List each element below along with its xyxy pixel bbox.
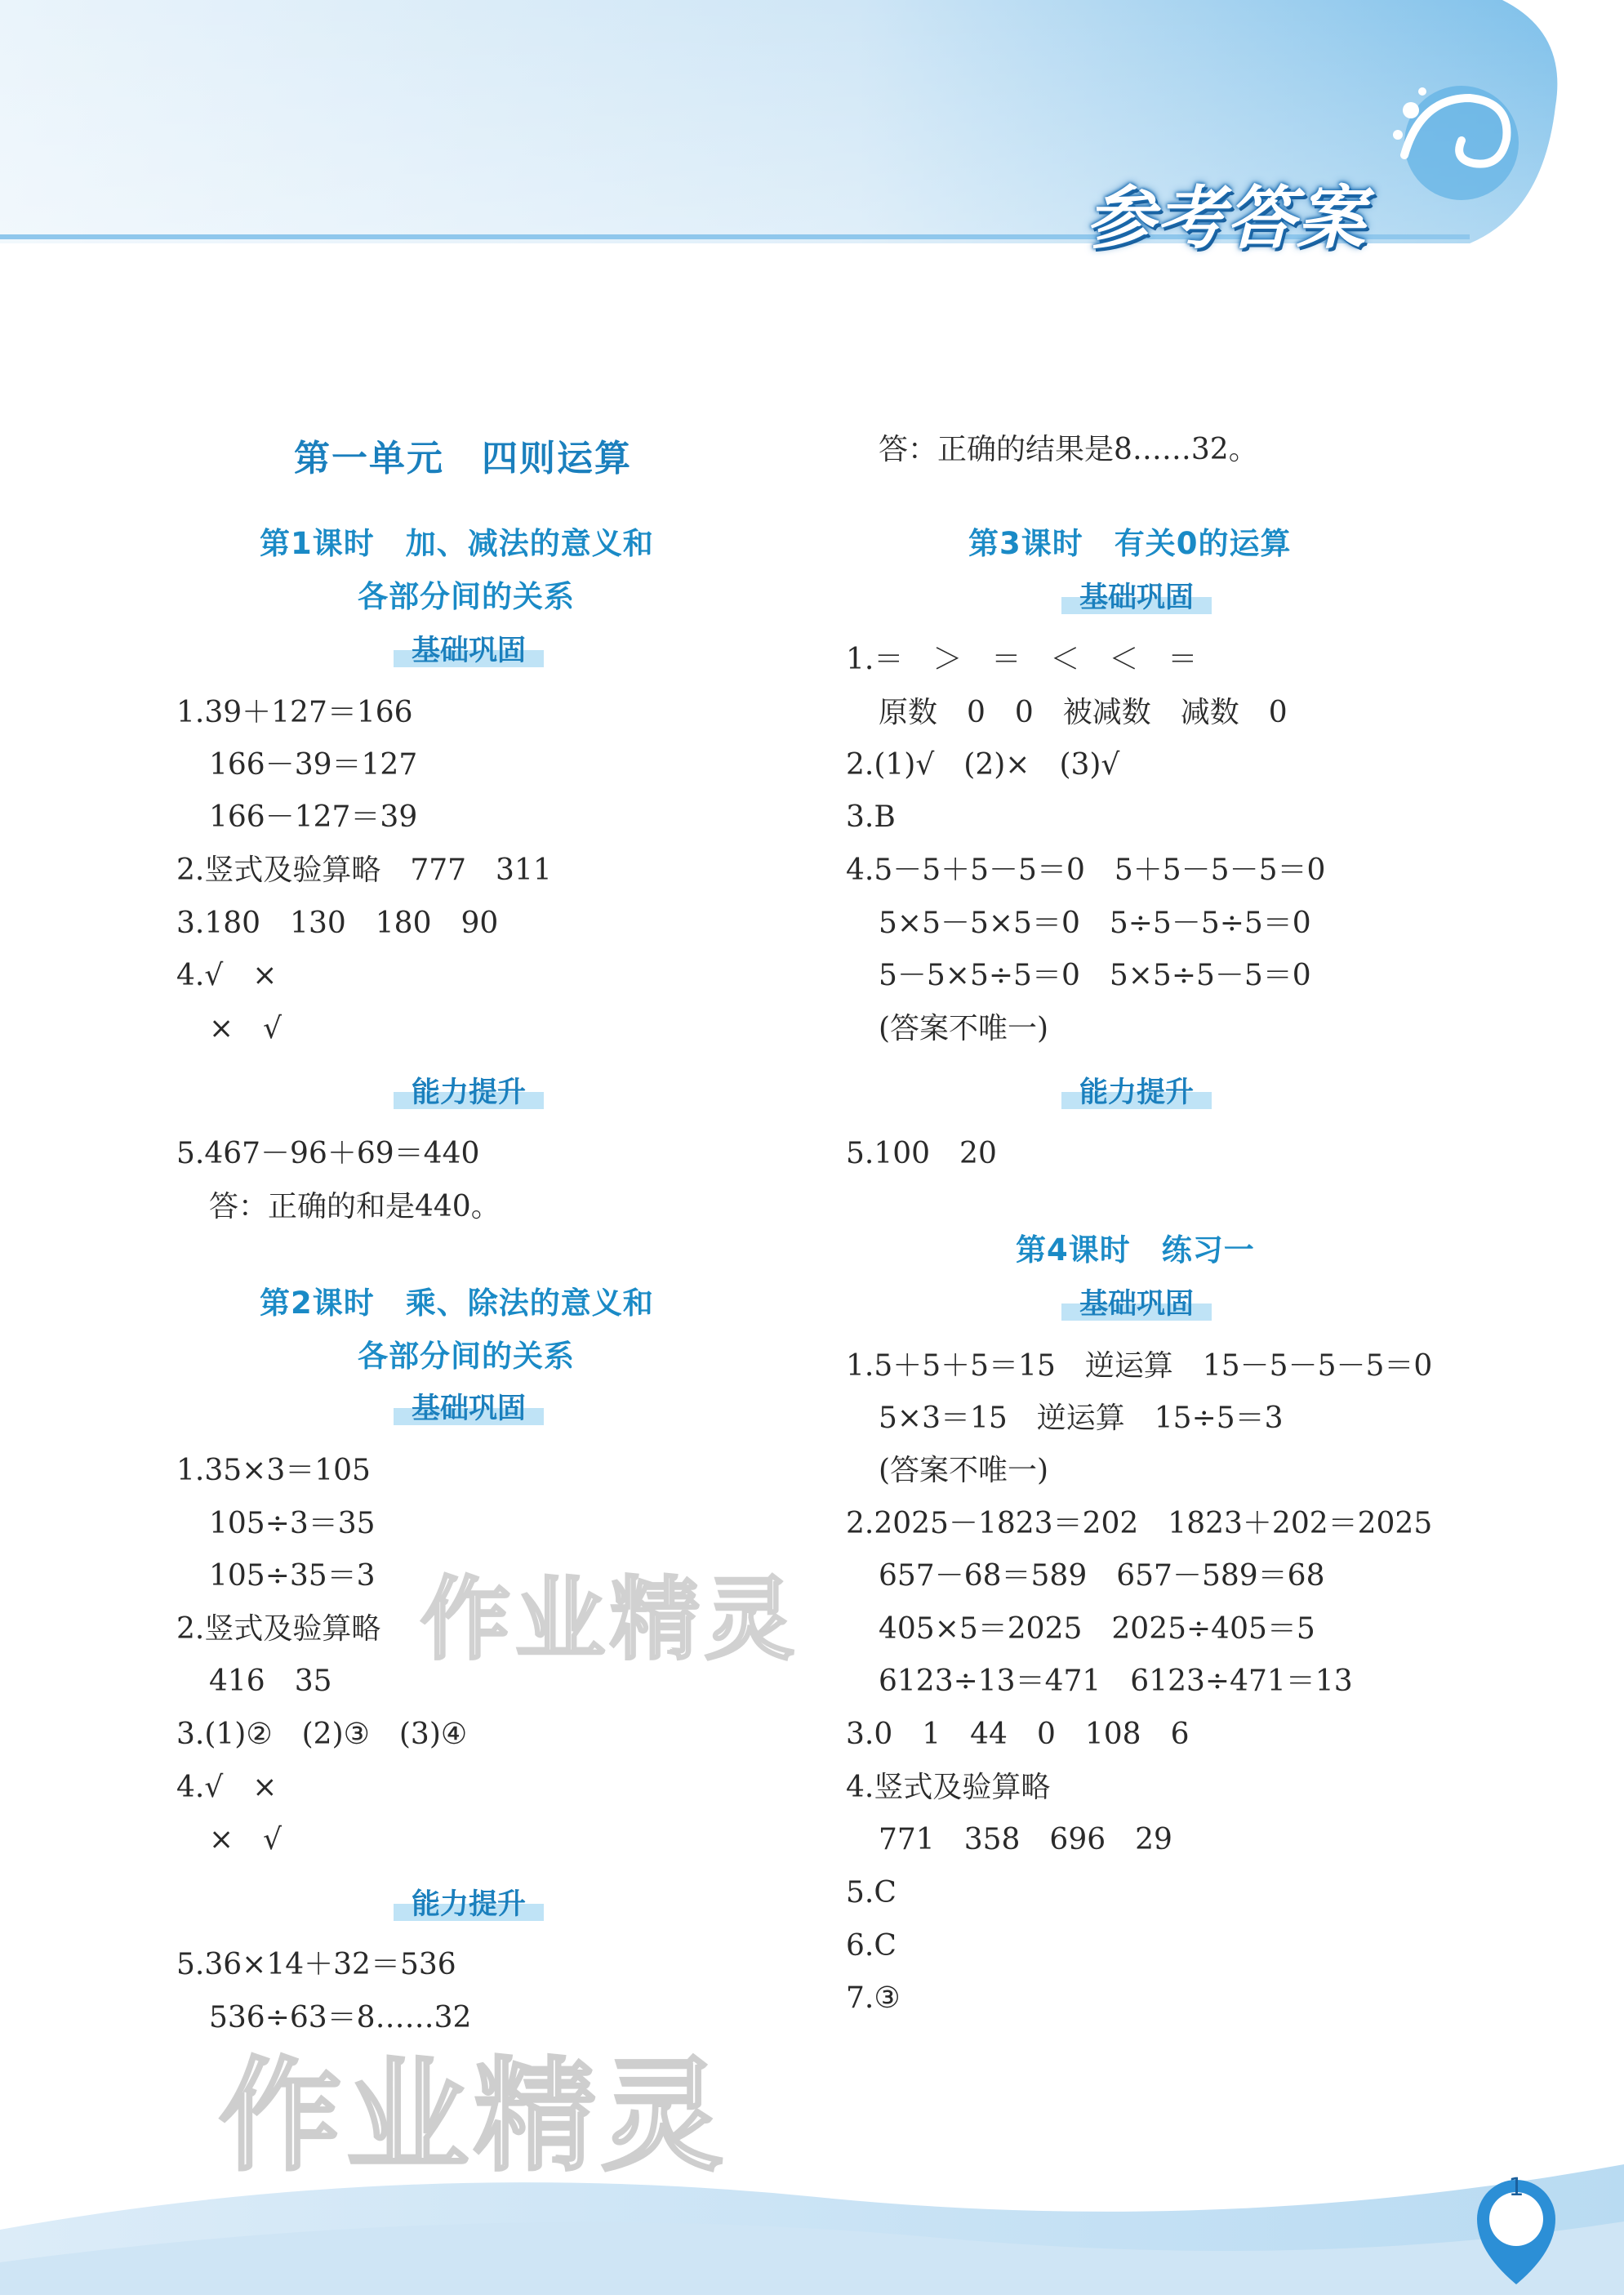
answer-line: 原数 0 0 被减数 减数 0	[879, 696, 1288, 729]
answer-line: 105÷3＝35	[209, 1507, 376, 1540]
answer-line: 2.竖式及验算略 777 311	[176, 853, 552, 887]
answer-line: (答案不唯一)	[879, 1012, 1049, 1045]
answer-line: 答：正确的和是440。	[209, 1190, 501, 1223]
answer-line: 2.(1)√ (2)× (3)√	[846, 748, 1120, 782]
answer-line: 166－39＝127	[209, 748, 418, 782]
answer-line: 5.C	[846, 1876, 897, 1910]
answer-line: × √	[209, 1012, 283, 1045]
answer-line: 5－5×5÷5＝0 5×5÷5－5＝0	[879, 959, 1311, 992]
answer-line: 105÷35＝3	[209, 1559, 376, 1593]
answer-line: 5.467－96＋69＝440	[176, 1137, 480, 1170]
answer-line: 416 35	[209, 1664, 332, 1698]
watermark-text: 作业精灵	[219, 2046, 729, 2188]
answer-line: 2.竖式及验算略	[176, 1612, 381, 1646]
answer-line: 657－68＝589 657－589＝68	[879, 1559, 1325, 1593]
answer-line: 1.35×3＝105	[176, 1454, 371, 1487]
answer-line: 4.竖式及验算略	[846, 1771, 1051, 1804]
answer-line: (答案不唯一)	[879, 1454, 1049, 1487]
basic-tag: 基础巩固	[1061, 582, 1212, 614]
answer-line: 405×5＝2025 2025÷405＝5	[879, 1612, 1315, 1646]
answer-line: × √	[209, 1823, 283, 1856]
answer-line: 4.√ ×	[176, 959, 278, 992]
lesson2-title-line1: 第2课时 乘、除法的意义和	[260, 1286, 654, 1321]
answer-line: 5×5－5×5＝0 5÷5－5÷5＝0	[879, 907, 1311, 940]
answer-line: 6123÷13＝471 6123÷471＝13	[879, 1664, 1353, 1698]
answer-line: 771 358 696 29	[879, 1823, 1172, 1856]
answer-line: 1.39＋127＝166	[176, 696, 413, 729]
answer-line: 4.5－5＋5－5＝0 5＋5－5－5＝0	[846, 853, 1326, 887]
basic-tag: 基础巩固	[1061, 1288, 1212, 1321]
footer-wave	[0, 2107, 1624, 2295]
lesson4-title: 第4课时 练习一	[1016, 1232, 1255, 1268]
answer-line: 1.＝ ＞ ＝ ＜ ＜ ＝	[846, 643, 1198, 676]
answer-line: 536÷63＝8……32	[209, 2001, 472, 2034]
answer-line: 5.36×14＋32＝536	[176, 1948, 456, 1981]
watermark-text: 作业精灵	[420, 1567, 799, 1672]
basic-tag: 基础巩固	[394, 1393, 544, 1425]
answer-line: 3.(1)② (2)③ (3)④	[176, 1718, 468, 1751]
answer-line: 3.B	[846, 800, 896, 834]
lesson1-title-line1: 第1课时 加、减法的意义和	[260, 526, 654, 561]
answer-line: 3.180 130 180 90	[176, 907, 499, 940]
answer-line: 1.5＋5＋5＝15 逆运算 15－5－5－5＝0	[846, 1349, 1433, 1383]
answer-line: 166－127＝39	[209, 800, 418, 834]
page-number: 1	[1508, 2173, 1524, 2202]
answer-line: 4.√ ×	[176, 1771, 278, 1804]
lesson1-title-line2: 各部分间的关系	[358, 579, 575, 614]
advance-tag: 能力提升	[394, 1888, 544, 1921]
answer-line: 6.C	[846, 1929, 897, 1963]
page-title: 参考答案	[1086, 178, 1368, 258]
answer-line: 5.100 20	[846, 1137, 997, 1170]
answer-line: 3.0 1 44 0 108 6	[846, 1718, 1190, 1751]
answer-line: 答：正确的结果是8……32。	[879, 433, 1258, 466]
lesson3-title: 第3课时 有关0的运算	[968, 526, 1292, 561]
answer-line: 5×3＝15 逆运算 15÷5＝3	[879, 1402, 1284, 1435]
answer-line: 2.2025－1823＝202 1823＋202＝2025	[846, 1507, 1433, 1540]
advance-tag: 能力提升	[394, 1076, 544, 1109]
answer-line: 7.③	[846, 1981, 901, 2015]
lesson2-title-line2: 各部分间的关系	[358, 1339, 575, 1374]
basic-tag: 基础巩固	[394, 635, 544, 667]
unit-title: 第一单元 四则运算	[294, 438, 632, 479]
advance-tag: 能力提升	[1061, 1076, 1212, 1109]
